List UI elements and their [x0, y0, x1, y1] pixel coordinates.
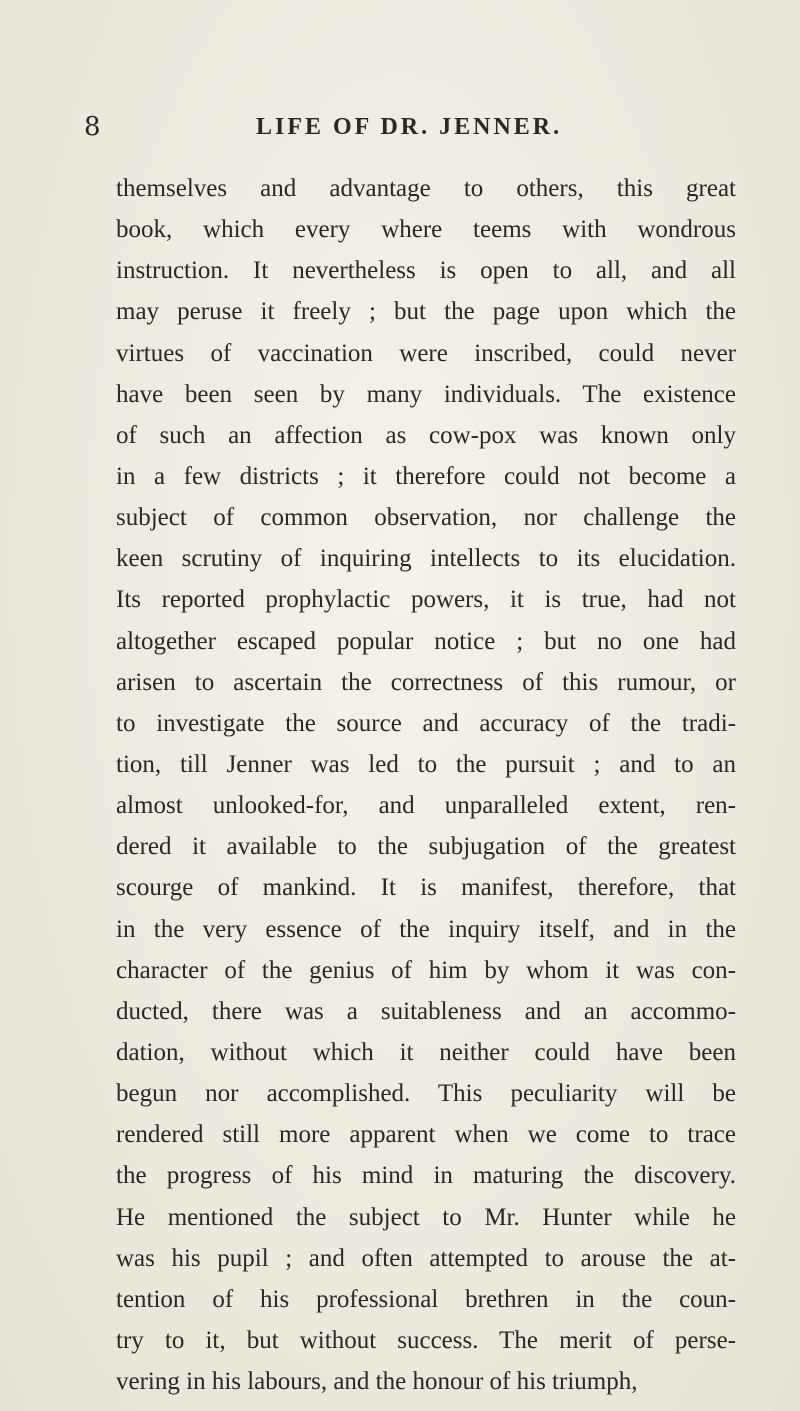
- text-line: the progress of his mind in maturing the discovery.: [116, 1162, 736, 1190]
- text-line: tention of his professional brethren in the coun-: [116, 1285, 736, 1313]
- text-line: He mentioned the subject to Mr. Hunter while he: [116, 1203, 736, 1231]
- text-line: scourge of mankind. It is manifest, therefore, that: [116, 874, 736, 902]
- text-line: in the very essence of the inquiry itself, and in the: [116, 915, 736, 943]
- text-line: virtues of vaccination were inscribed, could never: [116, 339, 736, 367]
- text-line: altogether escaped popular notice ; but no one had: [116, 627, 736, 655]
- text-line: may peruse it freely ; but the page upon which the: [116, 298, 736, 326]
- text-line: dered it available to the subjugation of the greatest: [116, 833, 736, 861]
- text-line: tion, till Jenner was led to the pursuit ; and to an: [116, 750, 736, 778]
- text-line: ducted, there was a suitableness and an accommo-: [116, 997, 736, 1025]
- text-line: themselves and advantage to others, this great: [116, 175, 736, 202]
- text-line: instruction. It nevertheless is open to all, and all: [116, 257, 736, 285]
- text-line: dation, without which it neither could have been: [116, 1038, 736, 1066]
- text-line: of such an affection as cow-pox was known only: [116, 421, 736, 449]
- text-line: Its reported prophylactic powers, it is true, had not: [116, 586, 736, 614]
- running-head: [0, 112, 800, 152]
- running-title: LIFE OF DR. JENNER.: [256, 114, 563, 140]
- text-line: book, which every where teems with wondrous: [116, 216, 736, 244]
- text-line: rendered still more apparent when we come to trace: [116, 1121, 736, 1149]
- text-line: begun nor accomplished. This peculiarity will be: [116, 1080, 736, 1108]
- text-line: almost unlooked-for, and unparalleled extent, ren-: [116, 792, 736, 820]
- text-line: in a few districts ; it therefore could not become a: [116, 462, 736, 490]
- text-line: try to it, but without success. The merit of perse-: [116, 1326, 736, 1354]
- text-line: character of the genius of him by whom it was con-: [116, 956, 736, 984]
- text-line: keen scrutiny of inquiring intellects to its elucidation.: [116, 545, 736, 573]
- text-line: vering in his labours, and the honour of his triumph,: [116, 1368, 638, 1396]
- text-line: arisen to ascertain the correctness of this rumour, or: [116, 668, 736, 696]
- text-line: have been seen by many individuals. The existence: [116, 380, 736, 408]
- text-line: to investigate the source and accuracy of the tradi-: [116, 709, 736, 737]
- body-text: [116, 168, 736, 1402]
- text-line: subject of common observation, nor challenge the: [116, 504, 736, 532]
- page-number: 8: [84, 112, 101, 142]
- text-line: was his pupil ; and often attempted to arouse the at-: [116, 1244, 736, 1272]
